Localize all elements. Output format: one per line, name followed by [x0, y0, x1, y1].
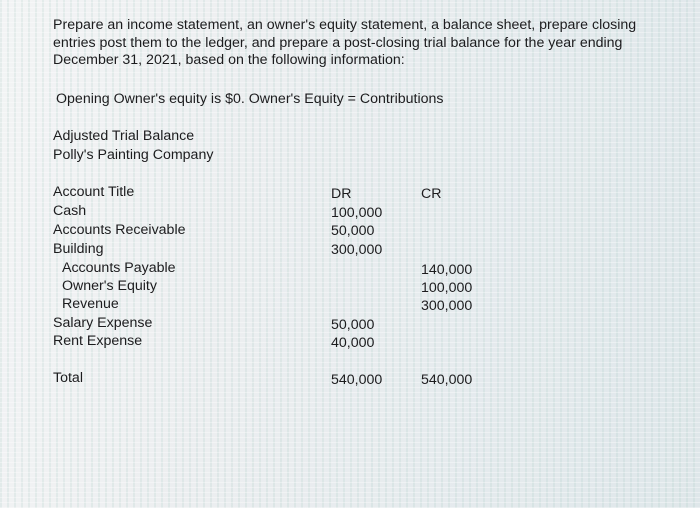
problem-instructions: Prepare an income statement, an owner's equity statement, a balance sheet, prepare closing entries post them to the ledger, and prepare a post-closing trial balance for the year ending December 31, 2021, based on the following information:	[53, 17, 637, 68]
account-title: Rent Expense	[53, 333, 143, 349]
account-title: Salary Expense	[53, 315, 153, 331]
dr-amount: 50,000	[331, 223, 375, 239]
account-title: Owner's Equity	[62, 278, 157, 294]
total-label: Total	[53, 370, 83, 386]
account-title: Revenue	[62, 296, 119, 312]
account-title: Building	[53, 241, 104, 257]
cr-amount: 100,000	[421, 280, 473, 296]
dr-amount: 50,000	[331, 317, 375, 333]
account-title: Accounts Payable	[62, 260, 176, 276]
total-dr: 540,000	[331, 372, 383, 388]
dr-header: DR	[331, 186, 352, 202]
trial-balance-heading	[53, 127, 213, 165]
total-cr: 540,000	[421, 372, 473, 388]
cr-header: CR	[421, 186, 442, 202]
cr-amount: 300,000	[421, 298, 473, 314]
account-title: Accounts Receivable	[53, 222, 186, 238]
opening-equity-note: Opening Owner's equity is $0. Owner's Equity = Contributions	[56, 91, 444, 107]
dr-amount: 300,000	[331, 242, 383, 258]
cr-amount: 140,000	[421, 262, 473, 278]
account-title: Cash	[53, 203, 87, 219]
dr-amount: 100,000	[331, 205, 383, 221]
trial-balance-title: Adjusted Trial Balance	[53, 128, 195, 144]
dr-amount: 40,000	[331, 335, 375, 351]
company-name: Polly's Painting Company	[53, 147, 214, 163]
account-title-header: Account Title	[53, 184, 135, 200]
